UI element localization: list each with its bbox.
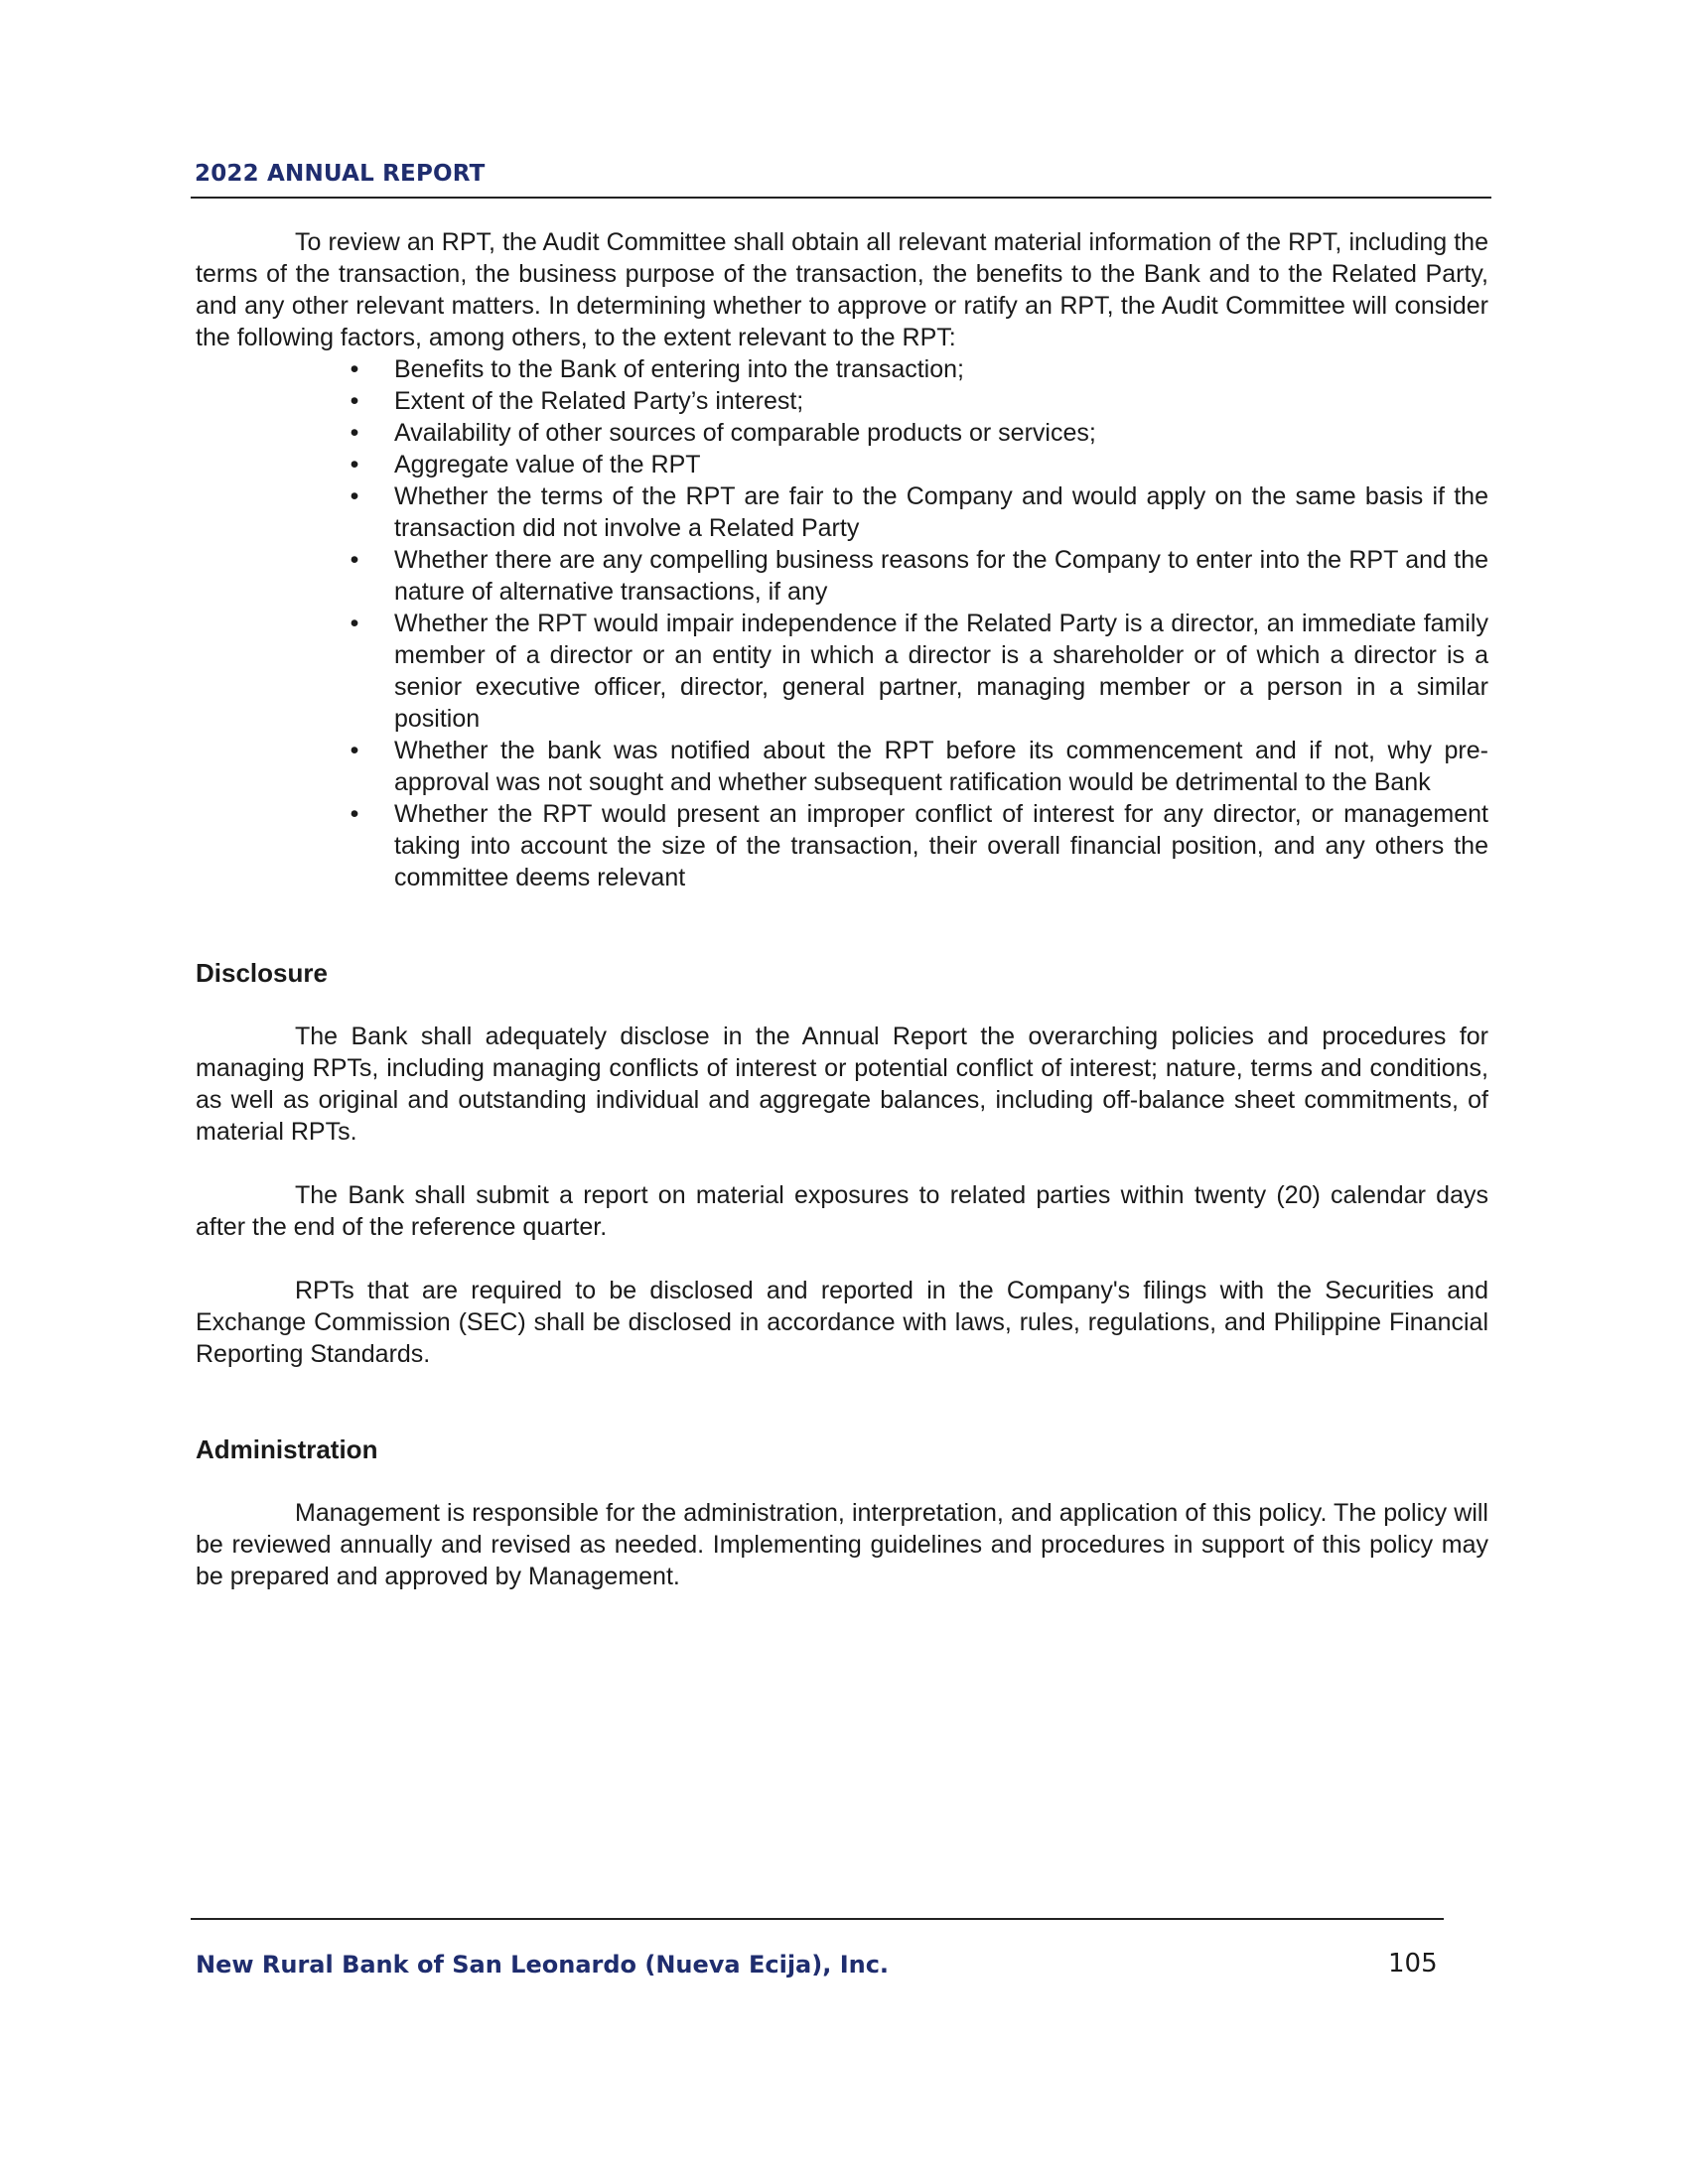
- spacer: [196, 893, 1488, 957]
- administration-heading: Administration: [196, 1434, 378, 1464]
- page-number: 105: [1388, 1949, 1438, 1979]
- spacer: [196, 1370, 1488, 1433]
- bullet-icon: •: [350, 737, 359, 764]
- list-item-text: Whether the RPT would impair independence if the Related Party is a director, an immediate family member of a director or an entity in which a director is a shareholder or of which a director is a senior executive officer, director, general partner, managing member or a person in a similar position: [394, 610, 1488, 733]
- intro-paragraph: To review an RPT, the Audit Committee shall obtain all relevant material information of the RPT, including the terms of the transaction, the business purpose of the transaction, the benefits to the Bank and to the Related Party, and any other relevant matters. In determining whether to approve or ratify an RPT, the Audit Committee will consider the following factors, among others, to the extent relevant to the RPT:: [196, 228, 1488, 351]
- bullet-icon: •: [350, 355, 359, 383]
- page-body: [196, 226, 1488, 1592]
- bullet-icon: •: [350, 451, 359, 478]
- list-item-text: Availability of other sources of comparable products or services;: [394, 419, 1096, 447]
- list-item-text: Whether there are any compelling business reasons for the Company to enter into the RPT and the nature of alternative transactions, if any: [394, 546, 1488, 606]
- list-item-text: Aggregate value of the RPT: [394, 451, 701, 478]
- disclosure-paragraph: RPTs that are required to be disclosed and reported in the Company's filings with the Securities and Exchange Commission (SEC) shall be disclosed in accordance with laws, rules, regulations, and Philippine Financial Reporting Standards.: [196, 1277, 1488, 1368]
- disclosure-heading: Disclosure: [196, 958, 328, 988]
- bullet-icon: •: [350, 387, 359, 415]
- list-item-text: Whether the RPT would present an improper conflict of interest for any director, or management taking into account the size of the transaction, their overall financial position, and any others the committee deems relevant: [394, 800, 1488, 891]
- list-item-text: Whether the terms of the RPT are fair to the Company and would apply on the same basis if the transaction did not involve a Related Party: [394, 482, 1488, 542]
- disclosure-paragraph: The Bank shall submit a report on material exposures to related parties within twenty (20) calendar days after the end of the reference quarter.: [196, 1181, 1488, 1241]
- list-item: [350, 735, 1488, 798]
- list-item: [350, 449, 1488, 480]
- list-item: [350, 417, 1488, 449]
- spacer: [196, 1243, 1488, 1275]
- list-item: [350, 480, 1488, 544]
- spacer: [196, 1465, 1488, 1497]
- factors-list: [196, 353, 1488, 893]
- spacer: [196, 989, 1488, 1021]
- bullet-icon: •: [350, 610, 359, 637]
- list-item-text: Extent of the Related Party’s interest;: [394, 387, 804, 415]
- list-item-text: Benefits to the Bank of entering into the transaction;: [394, 355, 964, 383]
- list-item: [350, 544, 1488, 608]
- bullet-icon: •: [350, 482, 359, 510]
- disclosure-paragraph: The Bank shall adequately disclose in the Annual Report the overarching policies and procedures for managing RPTs, including managing conflicts of interest or potential conflict of interest; nature, terms and conditions, as well as original and outstanding individual and aggregate balances, including off-balance sheet commitments, of material RPTs.: [196, 1023, 1488, 1146]
- list-item: [350, 385, 1488, 417]
- bullet-icon: •: [350, 800, 359, 828]
- list-item: [350, 608, 1488, 735]
- bullet-icon: •: [350, 419, 359, 447]
- administration-paragraph: Management is responsible for the administration, interpretation, and application of this policy. The policy will be reviewed annually and revised as needed. Implementing guidelines and procedures in support of this policy may be prepared and approved by Management.: [196, 1499, 1488, 1590]
- footer-divider: [191, 1918, 1444, 1920]
- list-item: [350, 798, 1488, 893]
- spacer: [196, 1148, 1488, 1179]
- bullet-icon: •: [350, 546, 359, 574]
- report-header-title: 2022 ANNUAL REPORT: [195, 161, 486, 187]
- list-item-text: Whether the bank was notified about the RPT before its commencement and if not, why pre-approval was not sought and whether subsequent ratification would be detrimental to the Bank: [394, 737, 1488, 796]
- footer-bank-name: New Rural Bank of San Leonardo (Nueva Ecija), Inc.: [196, 1951, 890, 1979]
- header-divider: [191, 197, 1491, 199]
- list-item: [350, 353, 1488, 385]
